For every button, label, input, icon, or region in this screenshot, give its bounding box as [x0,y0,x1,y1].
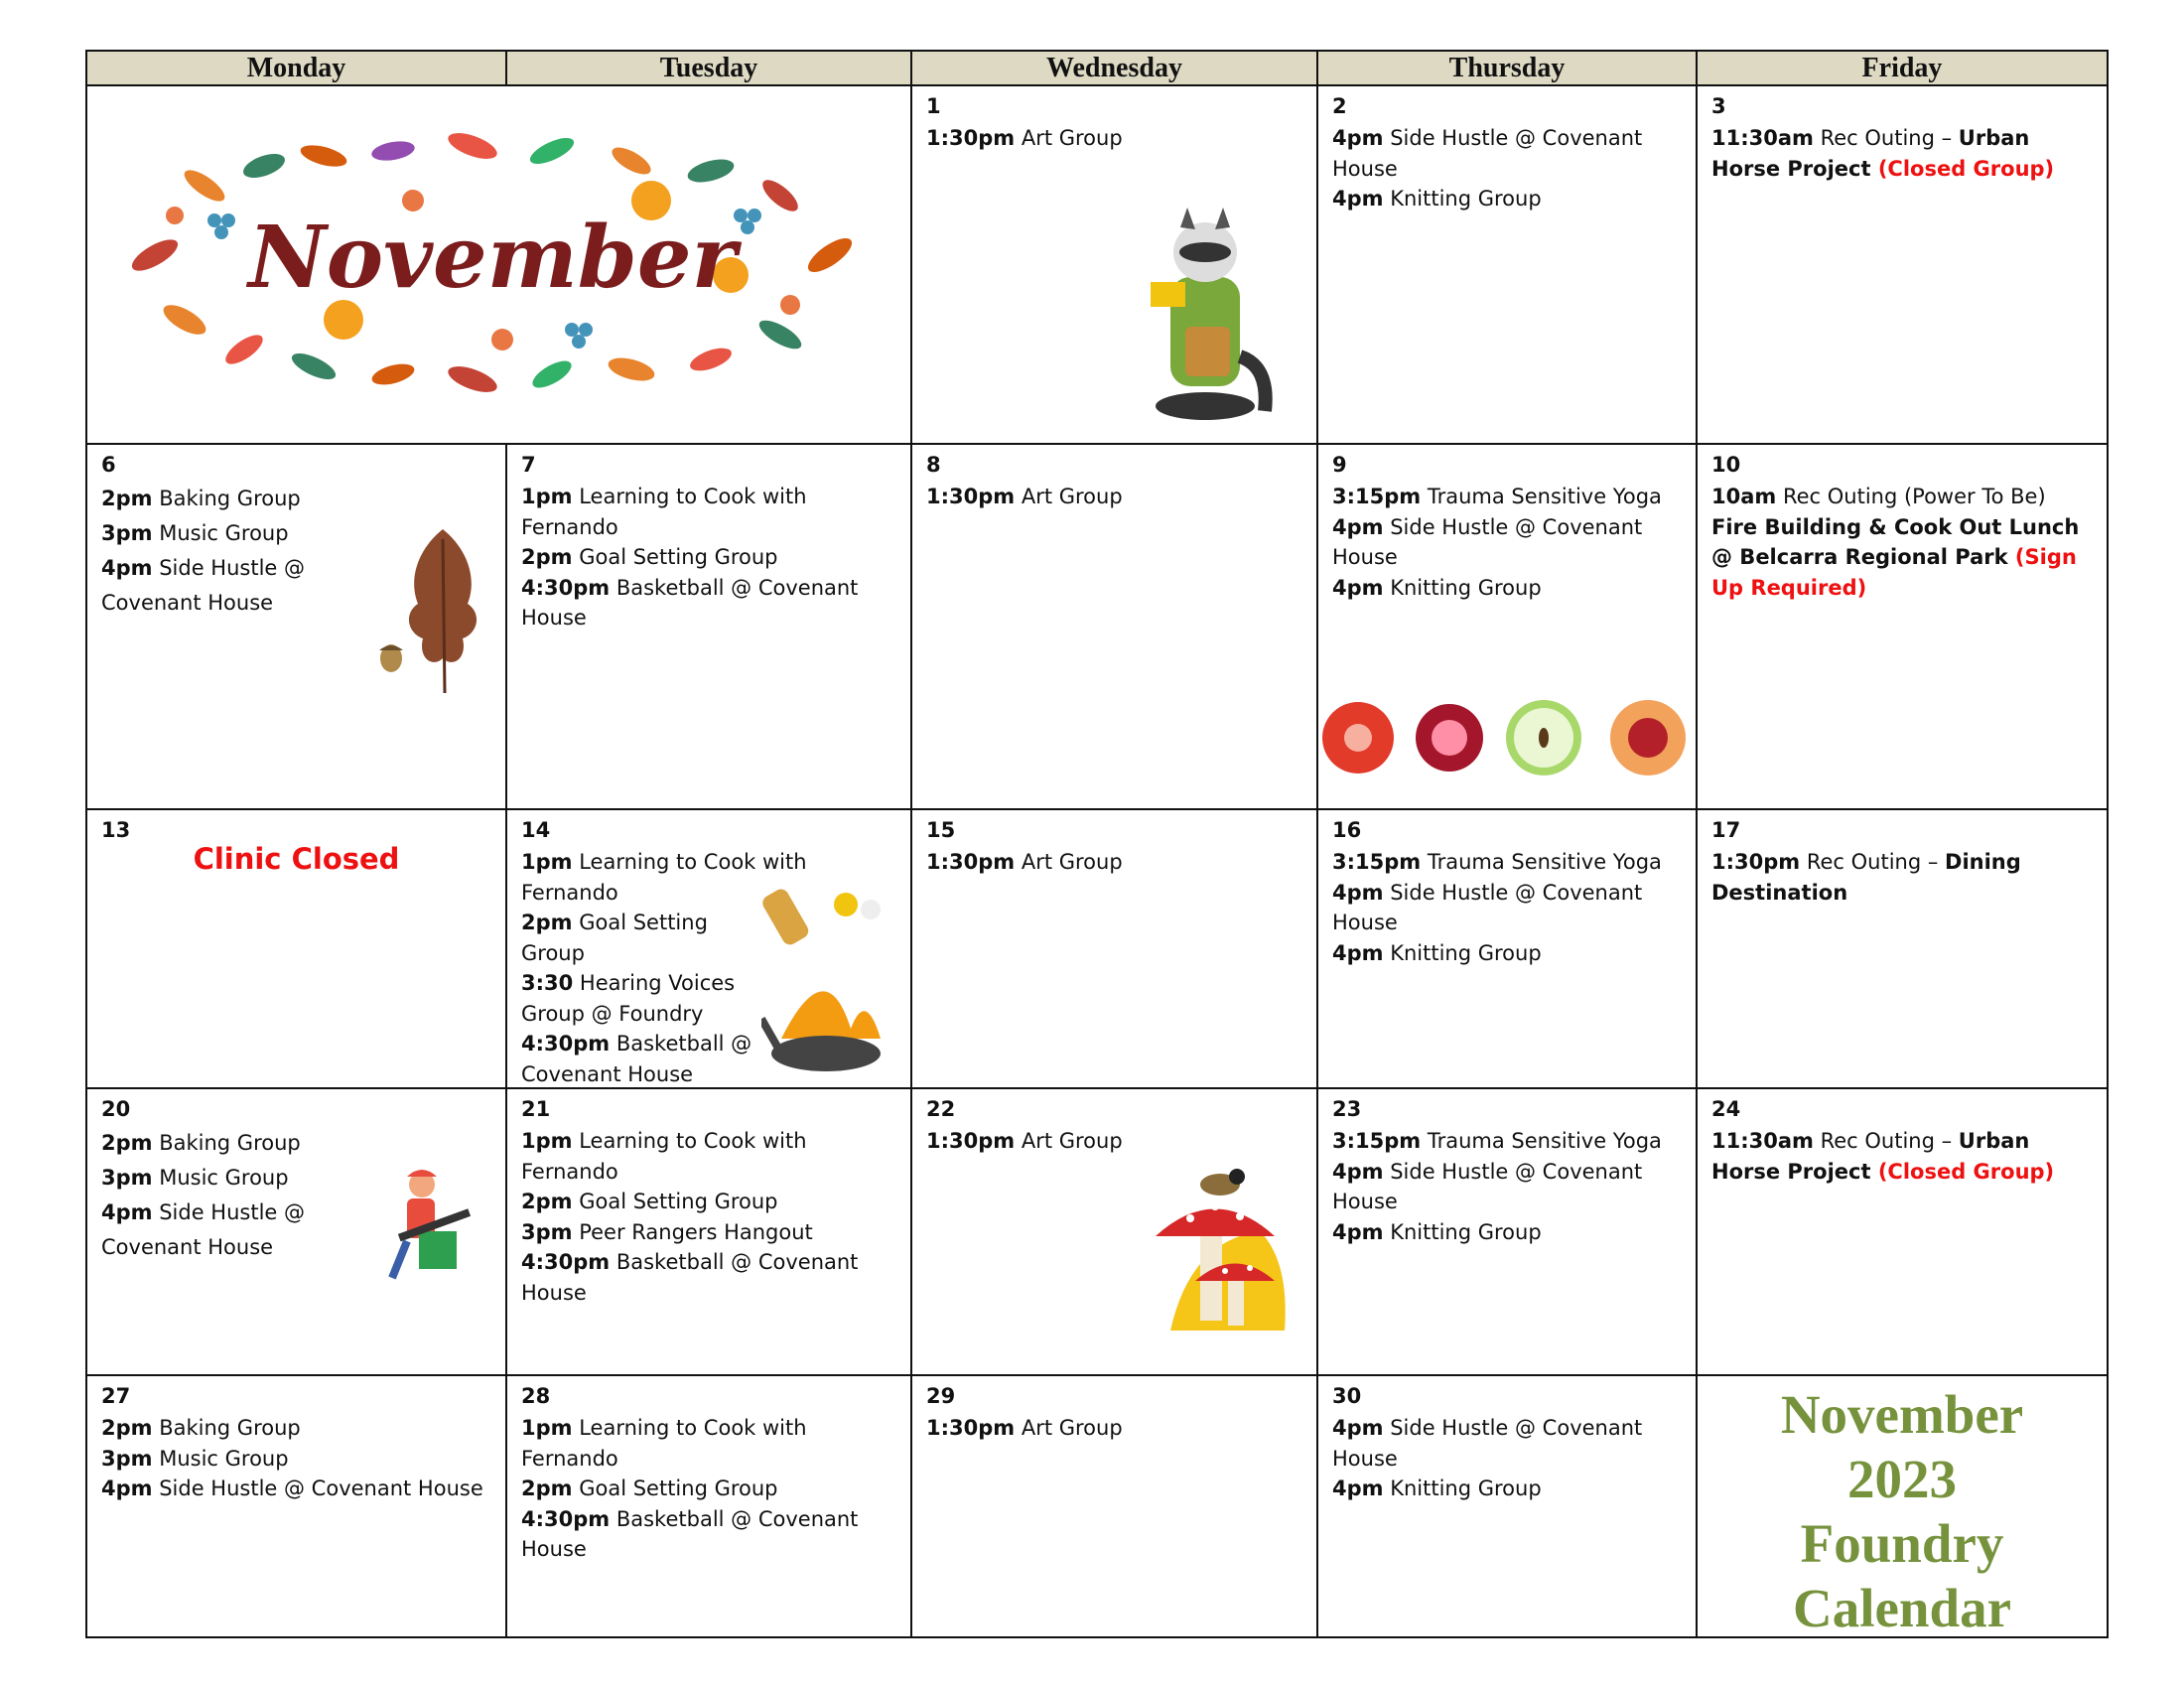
event-line: 3pm Music Group [101,1166,289,1190]
event-line: 3:15pm Trauma Sensitive Yoga [1332,485,1662,508]
calendar-title [1698,1382,2107,1638]
event-line: 2pm Baking Group [101,1131,301,1155]
event-line: 4pm Side Hustle @ Covenant House [1332,1416,1643,1471]
event-line: 1:30pm Art Group [926,1129,1123,1153]
header-tuesday: Tuesday [505,50,912,86]
event-line: 1:30pm Rec Outing – Dining Destination [1711,850,2021,905]
event-line: 4pm Side Hustle @ Covenant House [1332,126,1643,181]
day-number: 20 [101,1097,131,1121]
event-line: 4pm Knitting Group [1332,1219,1542,1244]
day-cell-6 [85,443,507,810]
clinic-closed-notice: Clinic Closed [193,842,400,876]
day-number: 24 [1711,1097,1741,1121]
november-banner-text: November [248,208,737,308]
title-line: Calendar [1793,1578,2011,1638]
event-line: 10am Rec Outing (Power To Be) Fire Building & Cook Out Lunch @ Belcarra Regional Park (Sign Up Required) [1711,485,2080,600]
day-cell-21 [505,1087,912,1376]
event-line: 3:15pm Trauma Sensitive Yoga [1332,1129,1662,1153]
header-friday: Friday [1696,50,2109,86]
event-line: 3:30 Hearing Voices Group @ Foundry [521,971,736,1026]
autumn-leaves-banner [95,106,889,424]
day-cell-1 [910,84,1318,445]
event-line: 4:30pm Basketball @ Covenant House [521,575,859,630]
day-number: 30 [1332,1384,1362,1408]
event-line: 1pm Learning to Cook with Fernando [521,1416,807,1471]
day-number: 22 [926,1097,956,1121]
title-line: November [1780,1384,2024,1445]
day-cell-15 [910,808,1318,1089]
event-line: 1:30pm Art Group [926,1416,1123,1440]
event-line: 1:30pm Art Group [926,485,1123,508]
day-cell-14 [505,808,912,1089]
event-line: 4pm Side Hustle @ Covenant House [1332,514,1643,569]
day-number: 10 [1711,453,1741,477]
event-line: 2pm Goal Setting Group [521,1190,778,1213]
day-number: 3 [1711,94,1726,118]
day-cell-2 [1316,84,1698,445]
day-number: 29 [926,1384,956,1408]
day-number: 28 [521,1384,551,1408]
calendar-title-cell [1696,1374,2109,1638]
day-cell-22 [910,1087,1318,1376]
event-line: 3pm Music Group [101,1446,289,1471]
day-cell-29 [910,1374,1318,1638]
day-number: 16 [1332,818,1362,842]
event-line: 1pm Learning to Cook with Fernando [521,1129,807,1184]
day-cell-30 [1316,1374,1698,1638]
day-number: 14 [521,818,551,842]
day-cell-3 [1696,84,2109,445]
event-line: 4pm Side Hustle @ Covenant House [101,1200,306,1259]
event-line: 4:30pm Basketball @ Covenant House [521,1032,752,1086]
day-cell-17 [1696,808,2109,1089]
event-line: 11:30am Rec Outing – Urban Horse Project (Closed Group) [1711,126,2055,181]
event-line: 4pm Side Hustle @ Covenant House [101,556,306,615]
calendar-grid [85,50,2109,1638]
title-line: Foundry [1800,1513,2004,1574]
day-cell-10 [1696,443,2109,810]
oak-leaf-acorn-illustration [373,519,492,698]
event-line: 2pm Baking Group [101,1416,301,1440]
day-cell-24 [1696,1087,2109,1376]
day-cell-23 [1316,1087,1698,1376]
day-number: 7 [521,453,536,477]
day-number: 6 [101,453,116,477]
event-line: 4pm Side Hustle @ Covenant House [1332,1159,1643,1213]
event-line: 3pm Music Group [101,521,289,545]
day-number: 8 [926,453,941,477]
event-line: 4pm Knitting Group [1332,1477,1542,1500]
header-wednesday: Wednesday [910,50,1318,86]
event-line: 1:30pm Art Group [926,126,1123,150]
raccoon-illustration [1136,208,1275,426]
day-number: 1 [926,94,941,118]
event-line: 2pm Goal Setting Group [521,911,708,965]
header-thursday: Thursday [1316,50,1698,86]
event-line: 4:30pm Basketball @ Covenant House [521,1250,859,1305]
day-cell-8 [910,443,1318,810]
day-number: 17 [1711,818,1741,842]
event-line: 4pm Side Hustle @ Covenant House [101,1477,483,1500]
event-line: 2pm Goal Setting Group [521,1477,778,1500]
event-line: 4:30pm Basketball @ Covenant House [521,1506,859,1561]
event-line: 4pm Knitting Group [1332,940,1542,965]
event-line: 4pm Knitting Group [1332,575,1542,600]
sliced-fruits-illustration [1320,693,1698,782]
day-number: 27 [101,1384,131,1408]
day-cell-9 [1316,443,1698,810]
november-banner-cell [85,84,912,445]
event-line: 11:30am Rec Outing – Urban Horse Project (Closed Group) [1711,1129,2055,1184]
event-line: 3:15pm Trauma Sensitive Yoga [1332,850,1662,874]
event-line: 3pm Peer Rangers Hangout [521,1219,813,1244]
day-cell-13 [85,808,507,1089]
day-cell-16 [1316,808,1698,1089]
day-number: 23 [1332,1097,1362,1121]
event-line: 2pm Baking Group [101,487,301,510]
header-monday: Monday [85,50,507,86]
day-number: 21 [521,1097,551,1121]
event-line: 1pm Learning to Cook with Fernando [521,850,807,905]
day-cell-20 [85,1087,507,1376]
event-line: 2pm Goal Setting Group [521,545,778,569]
event-line: 4pm Knitting Group [1332,187,1542,211]
event-line: 4pm Side Hustle @ Covenant House [1332,880,1643,934]
title-line: 2023 [1847,1449,1957,1509]
day-number: 2 [1332,94,1347,118]
day-cell-27 [85,1374,507,1638]
event-line: 1pm Learning to Cook with Fernando [521,485,807,539]
guitarist-illustration [377,1167,486,1286]
cooking-pan-illustration [761,880,890,1083]
day-cell-28 [505,1374,912,1638]
day-number: 15 [926,818,956,842]
day-number: 9 [1332,453,1347,477]
event-line: 1:30pm Art Group [926,850,1123,874]
day-cell-7 [505,443,912,810]
day-number: 13 [101,818,131,842]
mushrooms-bird-illustration [1146,1157,1295,1336]
